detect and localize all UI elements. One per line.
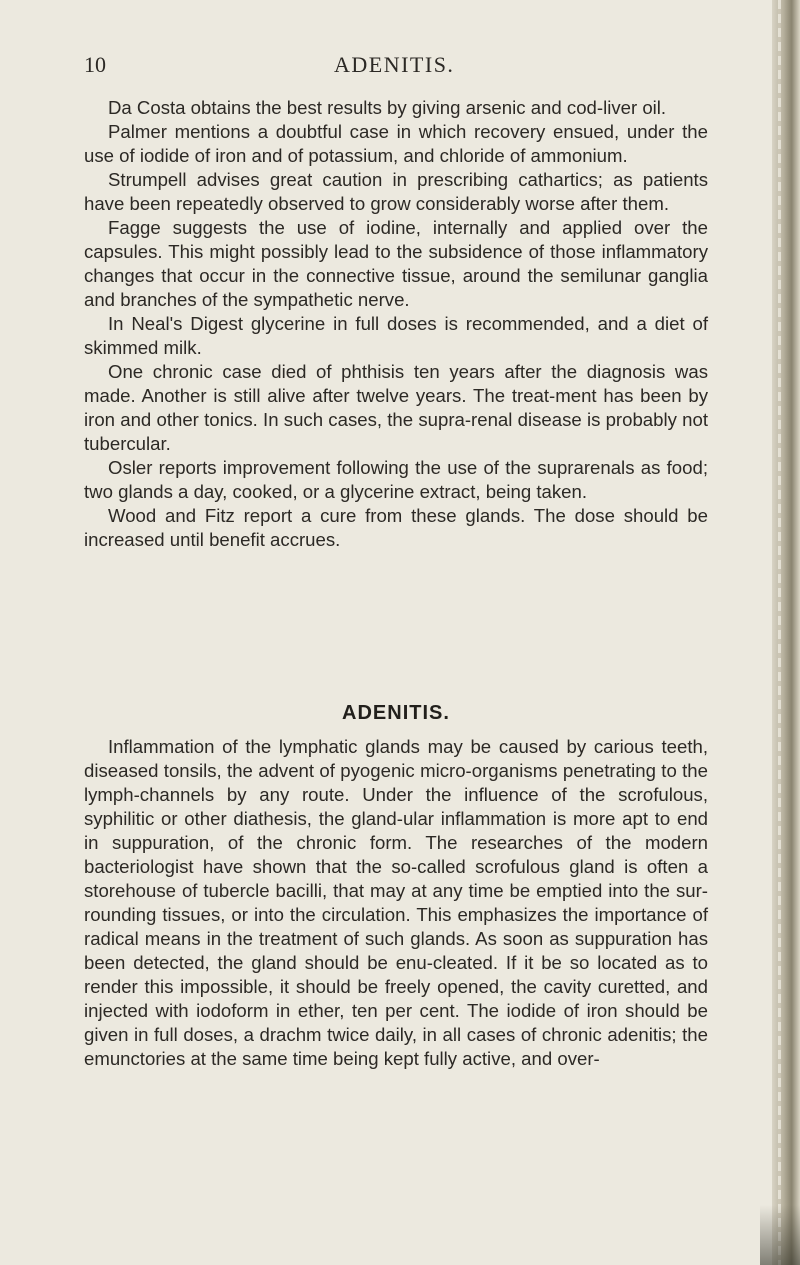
paragraph-strumpell: Strumpell advises great caution in prescribing cathartics; as patients have been repeatedly observed to grow considerably worse after them. xyxy=(84,169,708,214)
paragraph-da-costa: Da Costa obtains the best results by giving arsenic and cod-liver oil. xyxy=(108,97,667,118)
book-page-edge xyxy=(772,0,800,1265)
section-body xyxy=(84,735,708,1071)
page-number: 10 xyxy=(84,52,106,77)
page-corner-shadow xyxy=(760,1205,800,1265)
running-head: ADENITIS. xyxy=(334,52,455,77)
body-text xyxy=(84,96,708,552)
paragraph-fagge: Fagge suggests the use of iodine, internally and applied over the capsules. This might possibly lead to the subsidence of those inflammatory changes that occur in the connective tissue, around the semilunar ganglia and branches of the sympathetic nerve. xyxy=(84,217,708,310)
section-heading: ADENITIS. xyxy=(342,702,450,724)
paragraph-chronic-case: One chronic case died of phthisis ten years after the diagnosis was made. Another is still alive after twelve years. The treat-ment has been by iron and other tonics. In such cases, the supra-renal disease is probably not tubercular. xyxy=(84,361,708,454)
page-header xyxy=(84,52,704,92)
paragraph-palmer: Palmer mentions a doubtful case in which recovery ensued, under the use of iodide of iron and of potassium, and chloride of ammonium. xyxy=(84,121,708,166)
paragraph-osler: Osler reports improvement following the use of the suprarenals as food; two glands a day, cooked, or a glycerine extract, being taken. xyxy=(84,457,708,502)
paragraph-neals-digest: In Neal's Digest glycerine in full doses is recommended, and a diet of skimmed milk. xyxy=(84,313,708,358)
paragraph-wood-fitz: Wood and Fitz report a cure from these glands. The dose should be increased until benefit accrues. xyxy=(84,505,708,550)
paragraph-adenitis: Inflammation of the lymphatic glands may be caused by carious teeth, diseased tonsils, the advent of pyogenic micro-organisms penetrating to the lymph-channels by any route. Under the influence of the scrofulous, syphilitic or other diathesis, the gland-ular inflammation is more apt to end in suppuration, of the chronic form. The researches of the modern bacteriologist have shown that the so-called scrofulous gland is often a storehouse of tubercle bacilli, that may at any time be emptied into the sur-rounding tissues, or into the circulation. This emphasizes the importance of radical means in the treatment of such glands. As soon as suppuration has been detected, the gland should be enu-cleated. If it be so located as to render this impossible, it should be freely opened, the cavity curetted, and injected with iodoform in ether, ten per cent. The iodide of iron should be given in full doses, a drachm twice daily, in all cases of chronic adenitis; the emunctories at the same time being kept fully active, and over- xyxy=(84,736,708,1069)
